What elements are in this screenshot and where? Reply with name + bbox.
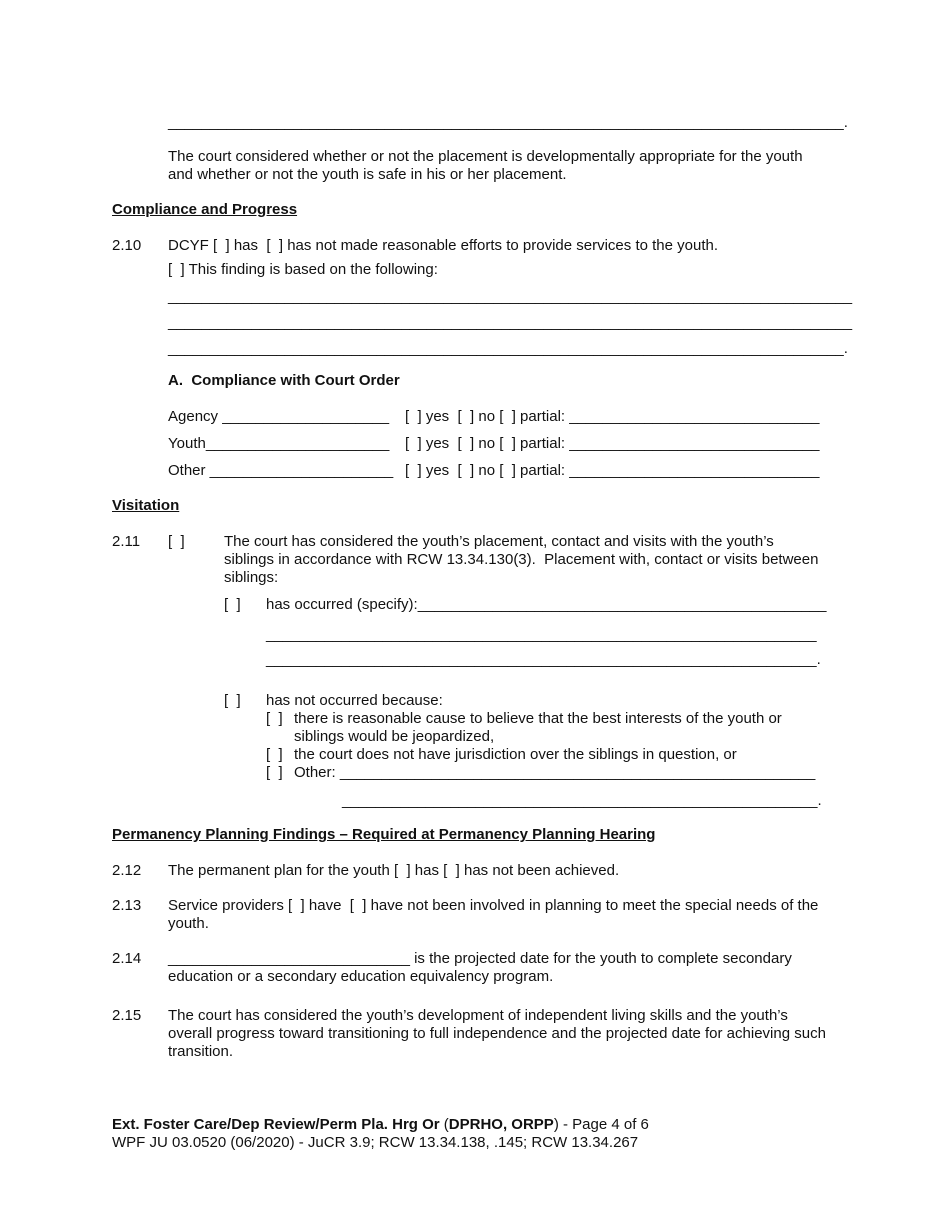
item-2-14-text-2: education or a secondary education equivalency program.	[168, 968, 554, 985]
blank-line[interactable]: _________________________________________________________________________________.	[168, 114, 848, 131]
item-2-15-text-2: overall progress toward transitioning to full independence and the projected date for achieving such	[168, 1025, 826, 1042]
occurred-text[interactable]: has occurred (specify):_________________________________________________	[266, 596, 827, 613]
finding-basis-text: [ ] This finding is based on the following:	[168, 261, 438, 278]
placement-consideration-text-2: and whether or not the youth is safe in his or her placement.	[168, 166, 567, 183]
reasonable-efforts-text: DCYF [ ] has [ ] has not made reasonable efforts to provide services to the youth.	[168, 237, 719, 254]
compliance-heading: Compliance and Progress	[112, 201, 298, 218]
item-number-2-12: 2.12	[112, 862, 142, 879]
finding-line-2[interactable]: __________________________________________________________________________________	[168, 314, 853, 331]
reason-checkbox-2[interactable]: [ ]	[266, 746, 283, 763]
not-occurred-text: has not occurred because:	[266, 692, 443, 709]
finding-line-3[interactable]: _________________________________________________________________________________.	[168, 340, 848, 357]
other-row-label[interactable]: Other ______________________	[168, 462, 394, 479]
reason-checkbox-other[interactable]: [ ]	[266, 764, 283, 781]
visitation-heading: Visitation	[112, 497, 180, 514]
occurred-line-1[interactable]: __________________________________________________________________	[266, 626, 817, 643]
occurred-checkbox[interactable]: [ ]	[224, 596, 241, 613]
footer-title-main: Ext. Foster Care/Dep Review/Perm Pla. Hrg Or	[112, 1116, 440, 1133]
item-2-15-text-3: transition.	[168, 1043, 234, 1060]
item-number-2-14: 2.14	[112, 950, 142, 967]
agency-row-choices[interactable]: [ ] yes [ ] no [ ] partial: ______________________________	[405, 408, 820, 425]
reason-checkbox-1[interactable]: [ ]	[266, 710, 283, 727]
item-number-2-15: 2.15	[112, 1007, 142, 1024]
youth-row-choices[interactable]: [ ] yes [ ] no [ ] partial: ______________________________	[405, 435, 820, 452]
placement-consideration-text-1: The court considered whether or not the placement is developmentally appropriate for the youth	[168, 148, 803, 165]
item-number-2-11: 2.11	[112, 533, 141, 550]
not-occurred-checkbox[interactable]: [ ]	[224, 692, 241, 709]
agency-row-label[interactable]: Agency ____________________	[168, 408, 390, 425]
visitation-text-2: siblings in accordance with RCW 13.34.130(3). Placement with, contact or visits between	[224, 551, 819, 568]
reason-text-1-cont: siblings would be jeopardized,	[294, 728, 495, 745]
visitation-checkbox[interactable]: [ ]	[168, 533, 185, 550]
compliance-court-order-subheading: A. Compliance with Court Order	[168, 372, 400, 389]
visitation-text-1: The court has considered the youth’s placement, contact and visits with the youth’s	[224, 533, 774, 550]
reason-text-2: the court does not have jurisdiction over the siblings in question, or	[294, 746, 737, 763]
item-2-13-text-2: youth.	[168, 915, 209, 932]
item-2-15-text-1: The court has considered the youth’s development of independent living skills and the youth’s	[168, 1007, 788, 1024]
item-2-12-text: The permanent plan for the youth [ ] has [ ] has not been achieved.	[168, 862, 620, 879]
occurred-line-2[interactable]: __________________________________________________________________.	[266, 651, 821, 668]
visitation-text-3: siblings:	[224, 569, 279, 586]
footer-title-codes: DPRHO, ORPP	[448, 1116, 554, 1133]
reason-text-1: there is reasonable cause to believe that the best interests of the youth or	[294, 710, 782, 727]
other-line[interactable]: _________________________________________________________.	[342, 792, 822, 809]
item-number-2-10: 2.10	[112, 237, 142, 254]
item-2-14-text-1[interactable]: _____________________________ is the projected date for the youth to complete secondary	[168, 950, 792, 967]
youth-row-label[interactable]: Youth______________________	[168, 435, 390, 452]
footer-title-open: (	[439, 1116, 449, 1133]
item-number-2-13: 2.13	[112, 897, 142, 914]
finding-line-1[interactable]: __________________________________________________________________________________	[168, 288, 853, 305]
reason-text-other[interactable]: Other: _________________________________________________________	[294, 764, 816, 781]
permanency-heading: Permanency Planning Findings – Required at Permanency Planning Hearing	[112, 826, 656, 843]
footer-page-number: ) - Page 4 of 6	[553, 1116, 649, 1133]
footer-form-reference: WPF JU 03.0520 (06/2020) - JuCR 3.9; RCW 13.34.138, .145; RCW 13.34.267	[112, 1134, 639, 1151]
other-row-choices[interactable]: [ ] yes [ ] no [ ] partial: ______________________________	[405, 462, 820, 479]
footer-title	[112, 1116, 649, 1134]
item-2-13-text-1: Service providers [ ] have [ ] have not been involved in planning to meet the special needs of the	[168, 897, 819, 914]
